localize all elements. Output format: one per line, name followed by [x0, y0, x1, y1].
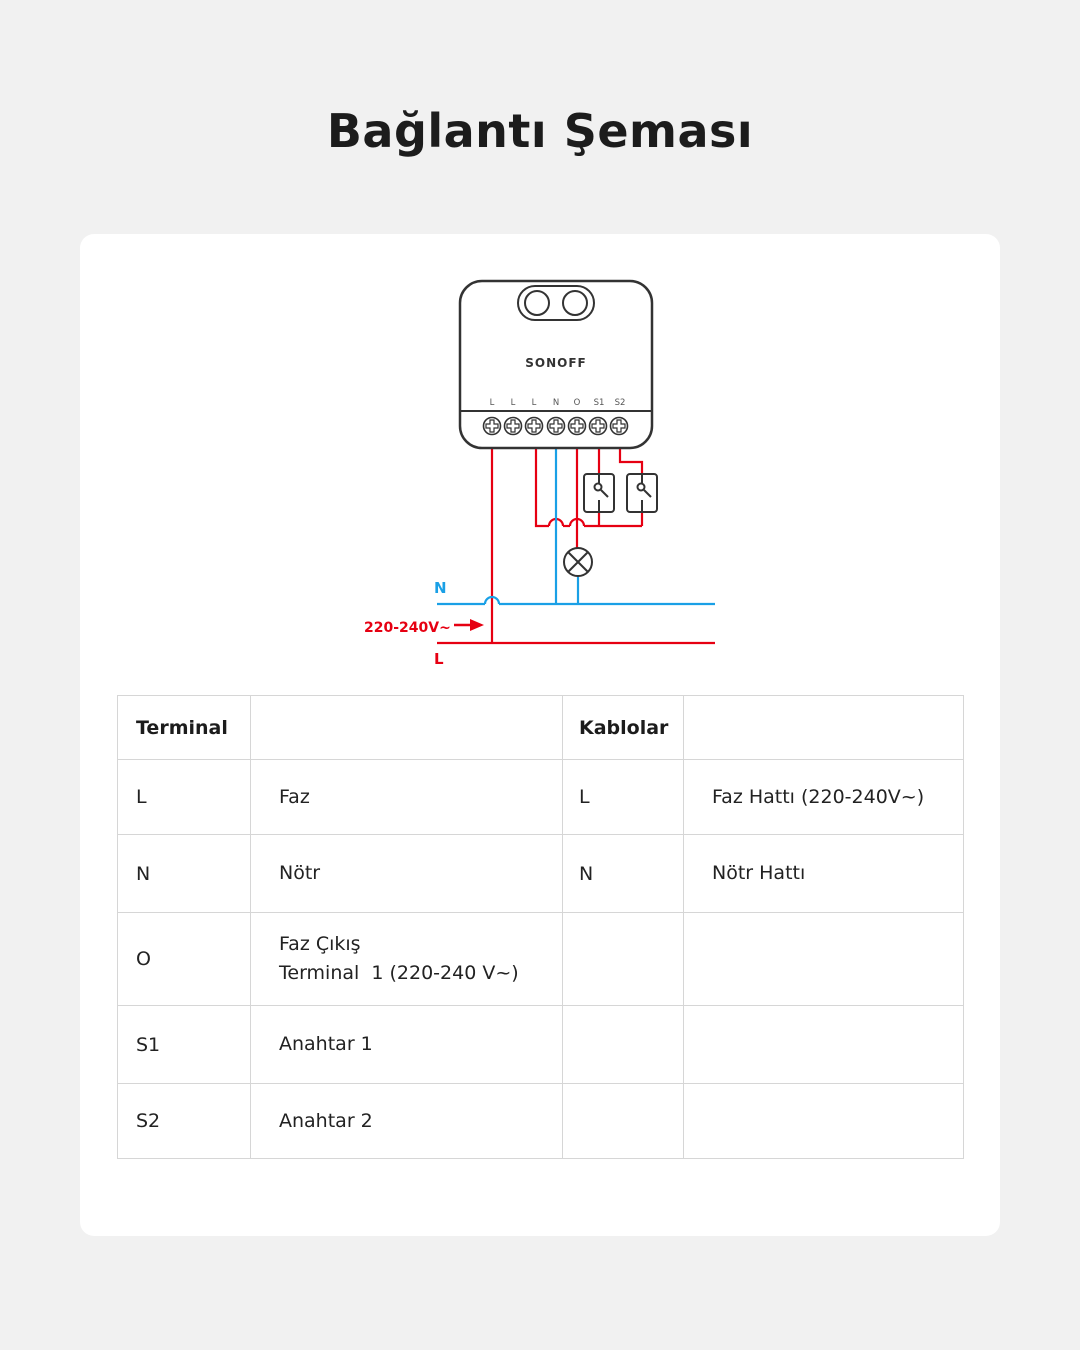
- button-right: [563, 291, 587, 315]
- terminal-label: S1: [593, 398, 605, 408]
- header-cables: Kablolar: [563, 696, 684, 760]
- terminal-desc-cell: Nötr: [251, 835, 563, 913]
- table-header-row: [118, 696, 964, 760]
- terminal-cell: L: [118, 760, 251, 835]
- cable-desc-cell: [684, 913, 964, 1006]
- live-label: L: [434, 650, 444, 668]
- page-title: Bağlantı Şeması: [326, 104, 754, 158]
- cable-cell: [563, 913, 684, 1006]
- terminal-cell: S1: [118, 1006, 251, 1084]
- terminal-desc-cell: [251, 913, 563, 1006]
- terminal-label: S2: [614, 398, 626, 408]
- cable-cell: [563, 1084, 684, 1159]
- sonoff-module: [460, 281, 652, 448]
- terminal-label: O: [573, 398, 581, 408]
- table-row: [118, 760, 964, 835]
- terminal-desc-cell: Anahtar 1: [251, 1006, 563, 1084]
- live-wires: [437, 440, 715, 643]
- table-row: [118, 1006, 964, 1084]
- terminal-label: L: [531, 398, 537, 408]
- header-cables-desc: [684, 696, 964, 760]
- content-card: [80, 234, 1000, 1236]
- table-row: [118, 1084, 964, 1159]
- terminal-table: [117, 695, 964, 1159]
- table-row: [118, 913, 964, 1006]
- arrow-right-icon: [454, 619, 484, 631]
- terminal-label: L: [489, 398, 495, 408]
- lamp-icon: [564, 548, 592, 576]
- terminal-desc-line: Faz Çıkış: [279, 933, 361, 955]
- terminal-desc-cell: Faz: [251, 760, 563, 835]
- button-left: [525, 291, 549, 315]
- cable-cell: N: [563, 835, 684, 913]
- cable-desc-cell: Faz Hattı (220-240V~): [684, 760, 964, 835]
- voltage-label: 220-240V~: [364, 620, 451, 636]
- terminal-desc-line: Terminal 1 (220-240 V~): [279, 962, 519, 984]
- terminal-cell: S2: [118, 1084, 251, 1159]
- wiring-diagram: [80, 234, 1000, 694]
- neutral-label: N: [434, 579, 447, 597]
- cable-cell: [563, 1006, 684, 1084]
- brand-logo: SONOFF: [525, 356, 587, 370]
- terminal-label: L: [510, 398, 516, 408]
- cable-desc-cell: Nötr Hattı: [684, 835, 964, 913]
- terminal-cell: O: [118, 913, 251, 1006]
- terminal-label: N: [552, 398, 560, 408]
- terminal-cell: N: [118, 835, 251, 913]
- cable-cell: L: [563, 760, 684, 835]
- header-terminal: Terminal: [118, 696, 251, 760]
- header-terminal-desc: [251, 696, 563, 760]
- cable-desc-cell: [684, 1084, 964, 1159]
- terminal-desc-cell: Anahtar 2: [251, 1084, 563, 1159]
- cable-desc-cell: [684, 1006, 964, 1084]
- table-row: [118, 835, 964, 913]
